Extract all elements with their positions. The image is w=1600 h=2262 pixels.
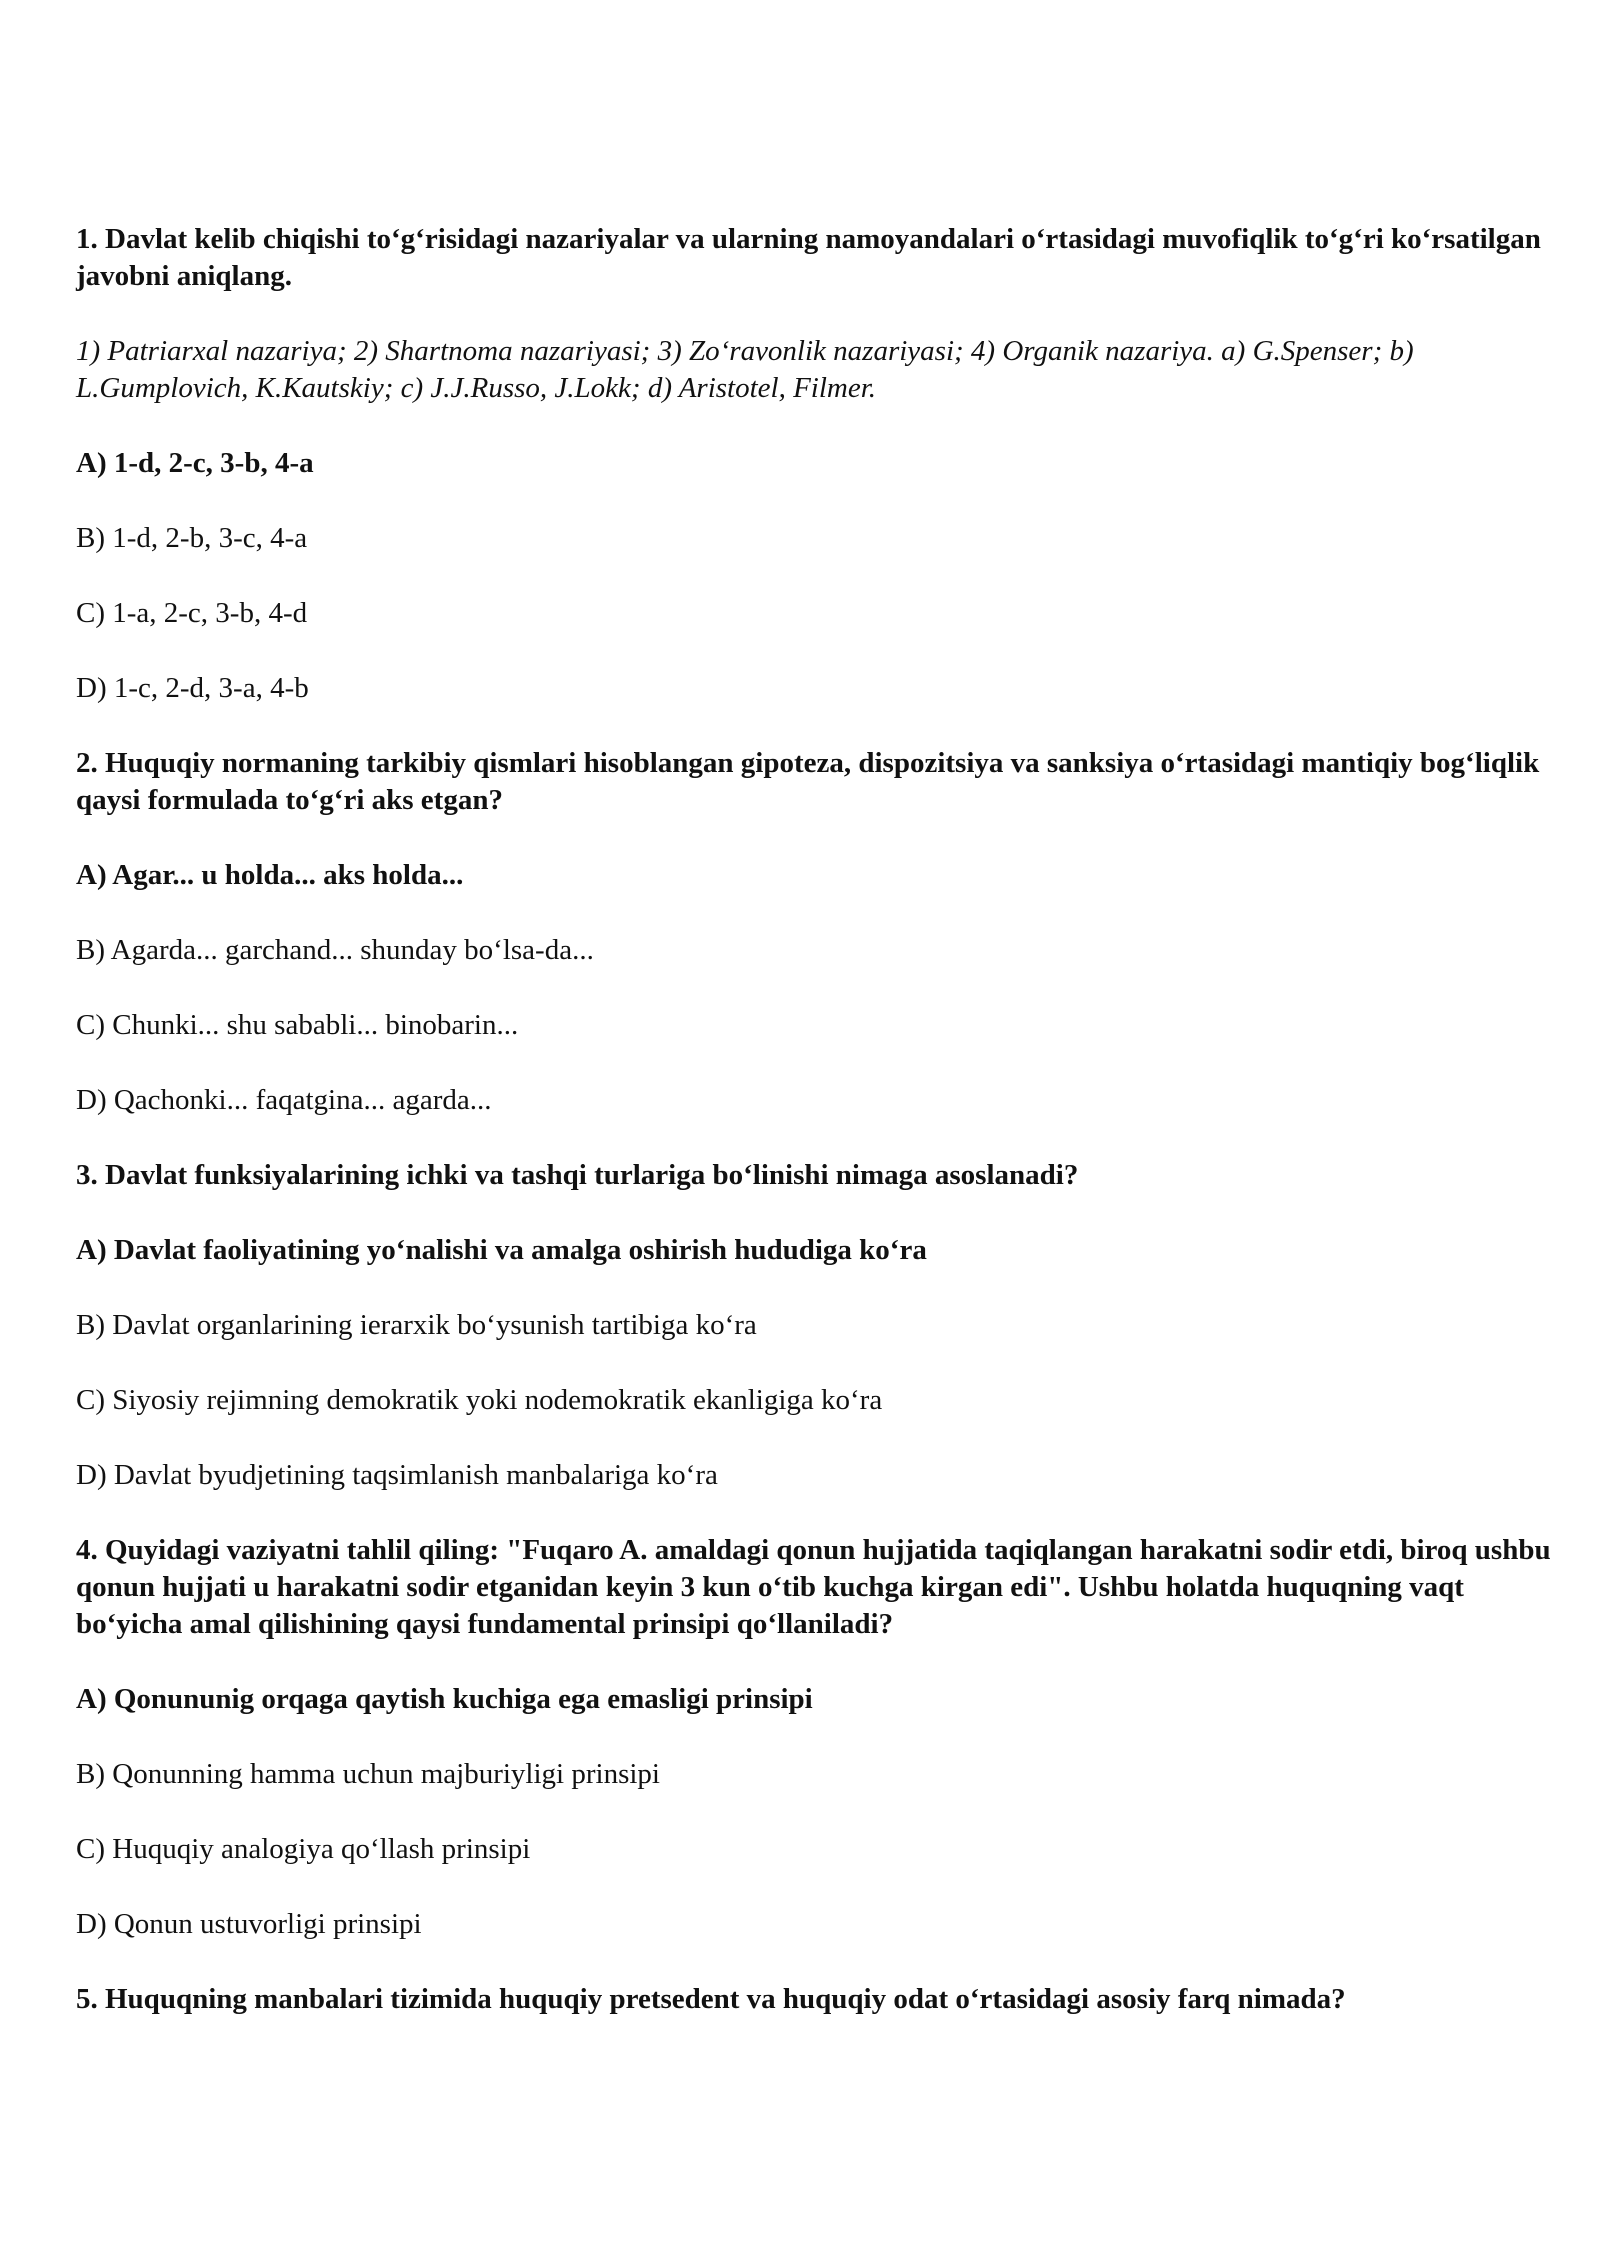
question-1: 1. Davlat kelib chiqishi to‘g‘risidagi nazariyalar va ularning namoyandalari o‘rtasidagi muvofiqlik to‘g‘ri ko‘rsatilgan javobni aniqlang. [76, 223, 1541, 292]
question-2-option-c: C) Chunki... shu sababli... binobarin... [76, 1009, 519, 1041]
question-3-option-b: B) Davlat organlarining ierarxik bo‘ysunish tartibiga ko‘ra [76, 1309, 757, 1341]
question-4-option-c: C) Huquqiy analogiya qo‘llash prinsipi [76, 1833, 531, 1865]
question-4: 4. Quyidagi vaziyatni tahlil qiling: "Fuqaro A. amaldagi qonun hujjatida taqiqlangan harakatni sodir etdi, biroq ushbu qonun hujjati u harakatni sodir etganidan keyin 3 kun o‘tib kuchga kirgan edi". Ushbu holatda huquqning vaqt bo‘yicha amal qilishining qaysi fundamental prinsipi qo‘llaniladi? [76, 1534, 1551, 1640]
question-1-option-b: B) 1-d, 2-b, 3-c, 4-a [76, 522, 308, 554]
question-3: 3. Davlat funksiyalarining ichki va tashqi turlariga bo‘linishi nimaga asoslanadi? [76, 1159, 1079, 1191]
question-2-option-b: B) Agarda... garchand... shunday bo‘lsa-da... [76, 934, 594, 966]
question-3-option-c: C) Siyosiy rejimning demokratik yoki nodemokratik ekanligiga ko‘ra [76, 1384, 883, 1416]
question-3-option-a: A) Davlat faoliyatining yo‘nalishi va amalga oshirish hududiga ko‘ra [76, 1234, 927, 1266]
question-5: 5. Huquqning manbalari tizimida huquqiy pretsedent va huquqiy odat o‘rtasidagi asosiy farq nimada? [76, 1983, 1346, 2015]
question-4-option-b: B) Qonunning hamma uchun majburiyligi prinsipi [76, 1758, 660, 1790]
question-1-option-a: A) 1-d, 2-c, 3-b, 4-a [76, 447, 314, 479]
question-1-option-d: D) 1-c, 2-d, 3-a, 4-b [76, 672, 309, 704]
question-2: 2. Huquqiy normaning tarkibiy qismlari hisoblangan gipoteza, dispozitsiya va sanksiya o‘rtasidagi mantiqiy bog‘liqlik qaysi formulada to‘g‘ri aks etgan? [76, 747, 1540, 816]
question-3-option-d: D) Davlat byudjetining taqsimlanish manbalariga ko‘ra [76, 1459, 718, 1491]
question-2-option-a: A) Agar... u holda... aks holda... [76, 859, 464, 891]
question-4-option-d: D) Qonun ustuvorligi prinsipi [76, 1908, 422, 1940]
question-4-option-a: A) Qonununig orqaga qaytish kuchiga ega emasligi prinsipi [76, 1683, 813, 1715]
question-2-option-d: D) Qachonki... faqatgina... agarda... [76, 1084, 492, 1116]
test-document [76, 221, 1561, 2056]
question-1-context: 1) Patriarxal nazariya; 2) Shartnoma nazariyasi; 3) Zo‘ravonlik nazariyasi; 4) Organik nazariya. a) G.Spenser; b) L.Gumplovich, K.Kautskiy; c) J.J.Russo, J.Lokk; d) Aristotel, Filmer. [76, 335, 1414, 404]
question-1-option-c: C) 1-a, 2-c, 3-b, 4-d [76, 597, 308, 629]
